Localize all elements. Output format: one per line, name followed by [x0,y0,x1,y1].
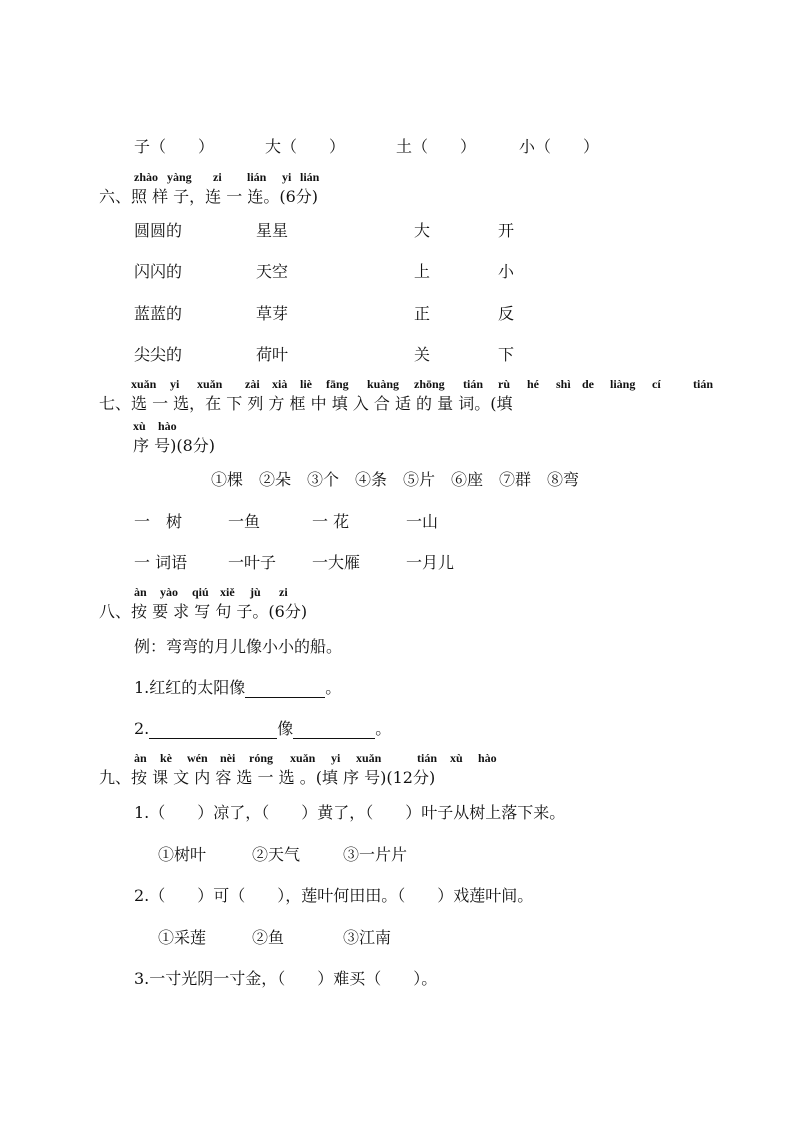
s6-row2-b: 天空 [256,262,289,281]
s6-row3-b: 草芽 [256,304,289,323]
s8-q2 [134,716,391,739]
pinyin: zi [279,585,288,599]
pinyin: hé [527,377,539,391]
pinyin: rù [498,377,510,391]
s6-row1-b: 星星 [256,221,289,240]
pinyin: xuǎn [197,377,223,391]
section-6-heading: 六、照 样 子，连 一 连。(6分) [99,187,319,206]
pinyin: yàng [167,170,192,184]
s6-row2-a: 闪闪的 [134,262,183,281]
s9-q1-opt3: ③一片片 [343,845,408,864]
s6-row1-c: 大 [414,221,431,240]
s9-q1-opt2: ②天气 [252,845,301,864]
s7-row2-d: 一月儿 [406,553,455,572]
pinyin: jù [250,585,261,599]
s6-row1-d: 开 [498,221,515,240]
pinyin: kè [160,751,172,765]
s6-row3-a: 蓝蓝的 [134,304,183,323]
answer-blank[interactable] [293,722,375,739]
s9-q2-opt3: ③江南 [343,928,392,947]
s8-q2-num: 2. [134,719,150,738]
pinyin: yào [160,585,178,599]
top-item-3: 土（ ） [396,137,477,156]
pinyin: liàng [610,377,636,391]
s6-row4-b: 荷叶 [256,345,289,364]
section-7-heading: 七、选 一 选，在 下 列 方 框 中 填 入 合 适 的 量 词。(填 [99,394,513,413]
pinyin: lián [247,170,267,184]
pinyin: xià [272,377,288,391]
pinyin: yi [170,377,180,391]
pinyin: yi [331,751,341,765]
s7-row1-d: 一山 [406,512,439,531]
s6-row2-c: 上 [414,262,431,281]
s8-q2-end: 。 [375,719,392,738]
s7-row2-b: 一叶子 [228,553,277,572]
pinyin: xuǎn [131,377,157,391]
pinyin: kuàng [367,377,400,391]
s6-row4-a: 尖尖的 [134,345,183,364]
pinyin: nèi [220,751,236,765]
pinyin: xù [450,751,463,765]
pinyin: zhào [134,170,158,184]
s8-q2-mid: 像 [277,719,294,738]
section-8-heading: 八、按 要 求 写 句 子。(6分) [99,602,308,621]
pinyin: àn [134,751,147,765]
pinyin: xù [133,419,146,433]
s6-row3-c: 正 [414,304,431,323]
pinyin: de [582,377,594,391]
s8-example: 例：弯弯的月儿像小小的船。 [134,637,343,656]
s6-row4-d: 下 [498,345,515,364]
s7-row1-a: 一 树 [134,512,183,531]
pinyin: wén [187,751,208,765]
s9-q2-opt2: ②鱼 [252,928,285,947]
pinyin: zi [213,170,222,184]
pinyin: shì [556,377,571,391]
pinyin: tián [463,377,484,391]
pinyin: yi [282,170,292,184]
s8-q1 [134,675,341,698]
s7-options: ①棵 ②朵 ③个 ④条 ⑤片 ⑥座 ⑦群 ⑧弯 [211,470,580,489]
top-item-2: 大（ ） [265,137,346,156]
section-9-heading: 九、按 课 文 内 容 选 一 选 。(填 序 号)(12分) [99,768,436,787]
pinyin: zài [245,377,260,391]
pinyin: àn [134,585,147,599]
s9-q3: 3.一寸光阴一寸金，（ ）难买（ ）。 [134,969,438,988]
s6-row2-d: 小 [498,262,515,281]
top-item-4: 小（ ） [519,137,600,156]
pinyin: tián [417,751,438,765]
top-item-1: 子（ ） [134,137,215,156]
s9-q1-opt1: ①树叶 [158,845,207,864]
s8-q1-text: 1.红红的太阳像 [134,678,246,697]
s7-row1-b: 一鱼 [228,512,261,531]
pinyin: xuǎn [356,751,382,765]
pinyin: xuǎn [290,751,316,765]
pinyin: fāng [326,377,349,391]
pinyin: róng [249,751,273,765]
answer-blank[interactable] [245,681,325,698]
pinyin: tián [693,377,714,391]
pinyin: lián [300,170,320,184]
pinyin: cí [652,377,661,391]
answer-blank[interactable] [149,722,277,739]
section-7-heading-cont: 序 号)(8分) [133,436,215,455]
s7-row2-a: 一 词语 [134,553,188,572]
pinyin: qiú [192,585,209,599]
s8-q1-end: 。 [325,678,342,697]
s9-q2-opt1: ①采莲 [158,928,207,947]
s9-q2: 2.（ ）可（ ），莲叶何田田。（ ）戏莲叶间。 [134,886,534,905]
pinyin: hào [478,751,497,765]
s6-row1-a: 圆圆的 [134,221,183,240]
s9-q1: 1.（ ）凉了，（ ）黄了，（ ）叶子从树上落下来。 [134,803,566,822]
pinyin: hào [158,419,177,433]
pinyin: liè [300,377,312,391]
pinyin: xiě [220,585,235,599]
s6-row4-c: 关 [414,345,431,364]
s7-row1-c: 一 花 [312,512,350,531]
s7-row2-c: 一大雁 [312,553,361,572]
pinyin: zhōng [414,377,445,391]
s6-row3-d: 反 [498,304,515,323]
